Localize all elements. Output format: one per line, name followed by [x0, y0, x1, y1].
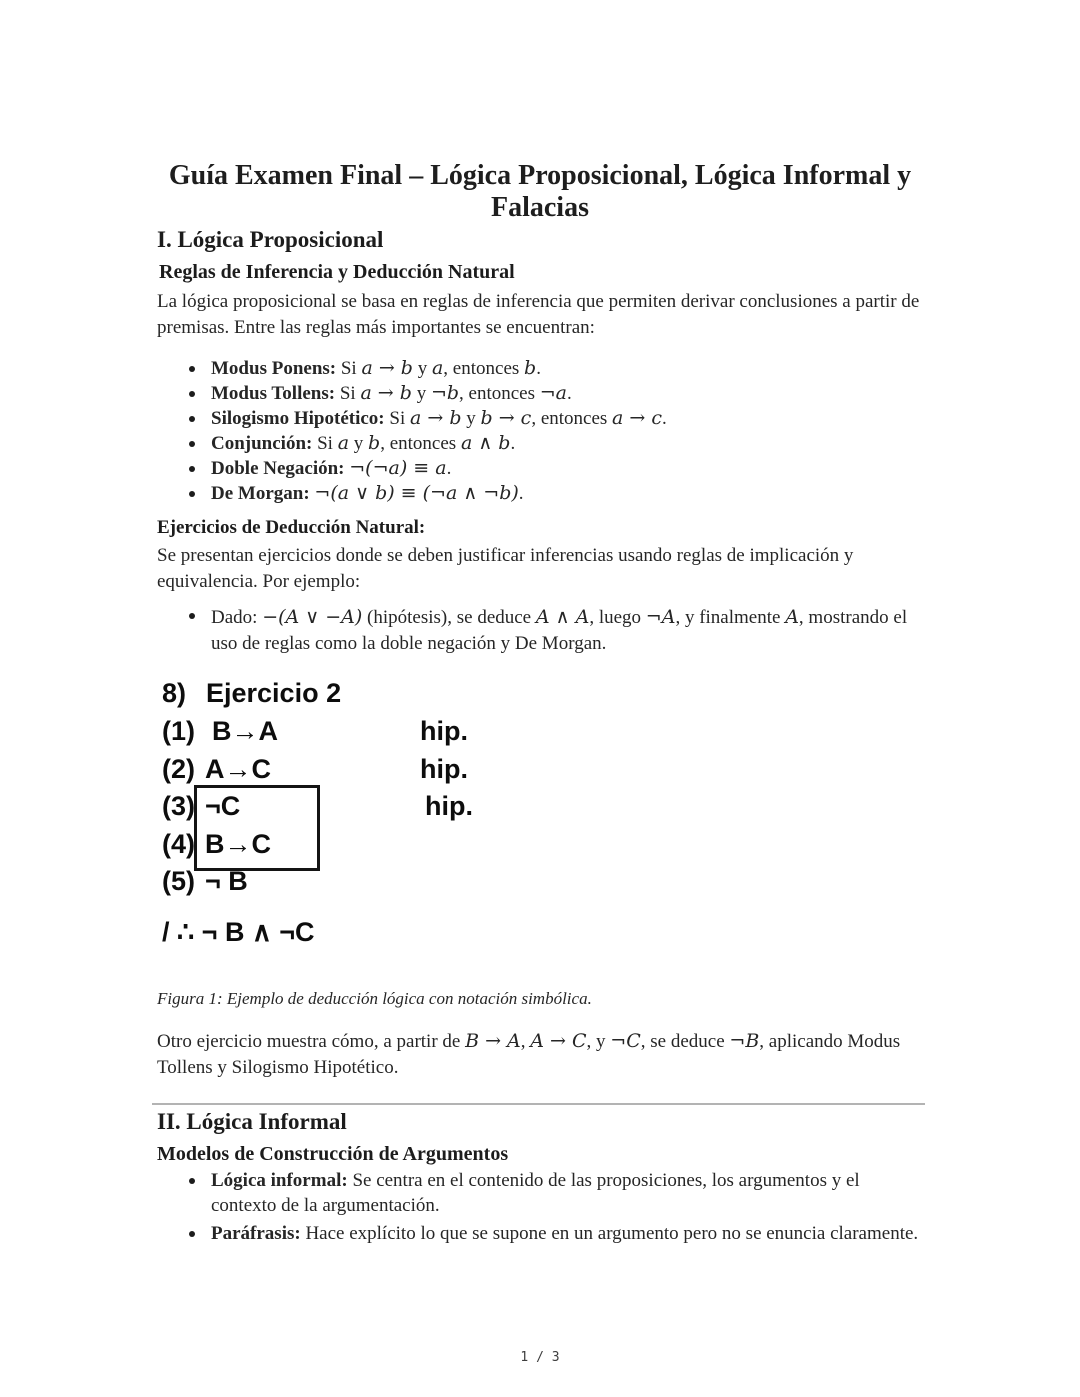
figure-row-note: hip. — [420, 754, 468, 784]
section-divider — [152, 1103, 925, 1105]
inference-rules-list — [157, 356, 927, 506]
example-item-dado: Dado: −(A ∨ −A) (hipótesis), se deduce A ∧ A, luego ¬A, y finalmente A, mostrando el uso de reglas como la doble negación y De Morgan. — [157, 604, 927, 657]
rule-item-silogismo-hipotetico: Silogismo Hipotético: Si a → b y b → c, entonces a → c. — [157, 406, 927, 431]
figure-row-formula: ¬ B — [205, 866, 248, 896]
figure-row-formula: B→A — [212, 716, 278, 746]
rule-item-de-morgan: De Morgan: ¬(a ∨ b) ≡ (¬a ∧ ¬b). — [157, 481, 927, 506]
figure-row-formula: ¬C — [205, 791, 241, 821]
exercises-intro-paragraph: Se presentan ejercicios donde se deben justificar inferencias usando reglas de implicación y equivalencia. Por ejemplo: — [157, 545, 854, 592]
rule-item-modus-ponens: Modus Ponens: Si a → b y a, entonces b. — [157, 356, 927, 381]
figure-row-number: (4) — [162, 829, 195, 859]
page-number: 1 / 3 — [520, 1350, 560, 1365]
figure-exercise-label: Ejercicio 2 — [206, 678, 342, 708]
example-list — [157, 604, 927, 657]
subsection-heading-modelos-argumentos: Modelos de Construcción de Argumentos — [157, 1143, 509, 1165]
document-title — [0, 160, 1080, 224]
section-heading-logica-proposicional: I. Lógica Proposicional — [157, 227, 384, 252]
informal-logic-list — [157, 1168, 927, 1249]
list-item-parafrasis: Paráfrasis: Hace explícito lo que se supone en un argumento pero no se enuncia claramente. — [157, 1221, 927, 1246]
rule-item-conjuncion: Conjunción: Si a y b, entonces a ∧ b. — [157, 431, 927, 456]
document-title-line1: Guía Examen Final – Lógica Proposicional, Lógica Informal y — [168, 160, 912, 191]
figure-row-formula: A→C — [205, 754, 271, 784]
list-item-logica-informal: Lógica informal: Se centra en el contenido de las proposiciones, los argumentos y el contexto de la argumentación. — [157, 1168, 927, 1218]
document-title-line2: Falacias — [491, 192, 589, 223]
rule-item-modus-tollens: Modus Tollens: Si a → b y ¬b, entonces ¬a. — [157, 381, 927, 406]
figure-exercise-number: 8) — [162, 678, 187, 708]
figure-row-number: (2) — [162, 754, 195, 784]
closing-paragraph: Otro ejercicio muestra cómo, a partir de B → A, A → C, y ¬C, se deduce ¬B, aplicando Modus Tollens y Silogismo Hipotético. — [157, 1030, 901, 1078]
figure-caption: Figura 1: Ejemplo de deducción lógica con notación simbólica. — [157, 989, 592, 1008]
figure-row-number: (3) — [162, 791, 195, 821]
figure-highlight-box — [194, 785, 320, 871]
figure-row-number: (1) — [162, 716, 195, 746]
section-heading-logica-informal: II. Lógica Informal — [157, 1109, 347, 1134]
figure-row-formula: B→C — [205, 829, 271, 859]
subsection-heading-reglas-inferencia: Reglas de Inferencia y Deducción Natural — [159, 261, 515, 283]
exercises-heading: Ejercicios de Deducción Natural: — [157, 517, 426, 538]
figure-conclusion: / ∴ ¬ B ∧ ¬C — [162, 917, 315, 947]
figure-row-number: (5) — [162, 866, 195, 896]
figure-row-note: hip. — [420, 716, 468, 746]
rule-item-doble-negacion: Doble Negación: ¬(¬a) ≡ a. — [157, 456, 927, 481]
figure-deduction-exercise — [157, 676, 777, 961]
intro-paragraph: La lógica proposicional se basa en reglas de inferencia que permiten derivar conclusiones a partir de premisas. Entre las reglas más importantes se encuentran: — [157, 291, 920, 338]
figure-row-note: hip. — [425, 791, 473, 821]
